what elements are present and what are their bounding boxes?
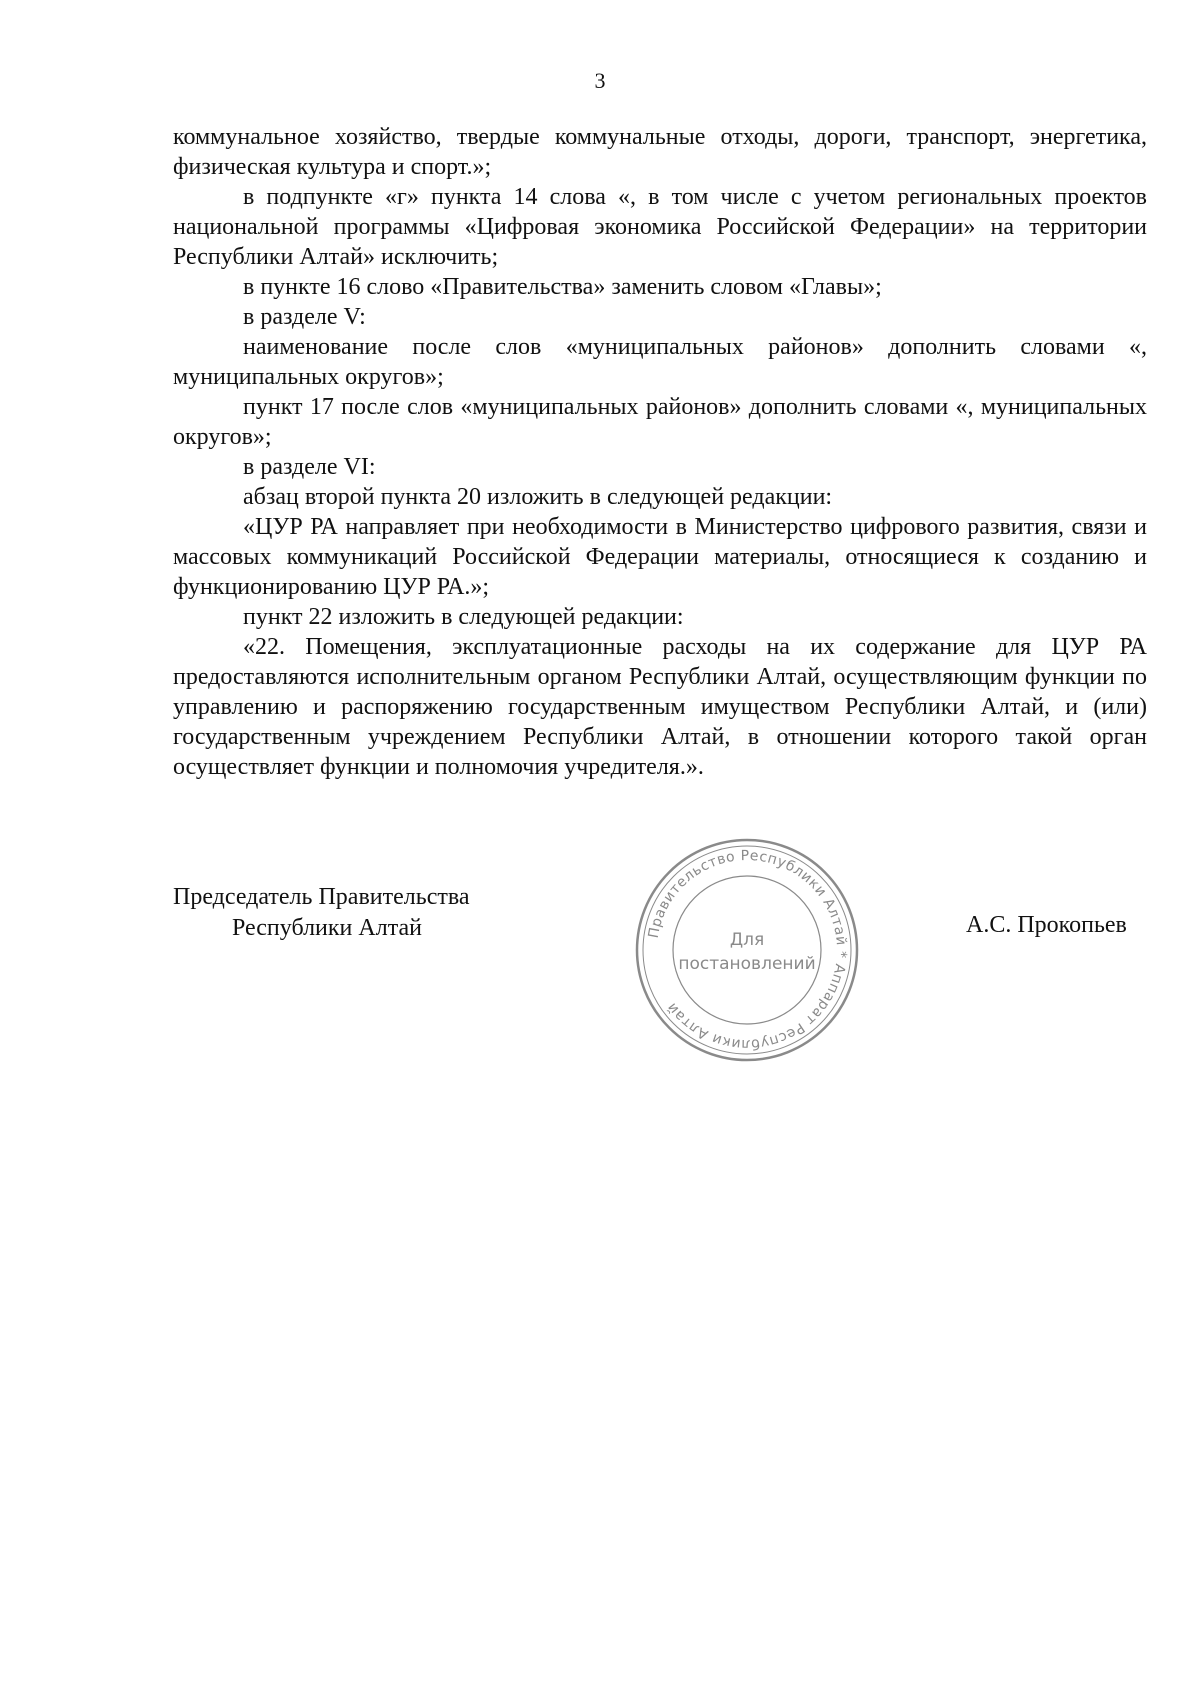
stamp-inner-ring [643, 846, 851, 1054]
stamp-center-ring [673, 876, 821, 1024]
paragraph: наименование после слов «муниципальных районов» дополнить словами «, муниципальных округов»; [173, 334, 1147, 390]
paragraph: в пункте 16 слово «Правительства» заменить словом «Главы»; [243, 274, 882, 300]
stamp-inner-line2: постановлений [678, 954, 816, 974]
paragraph: «ЦУР РА направляет при необходимости в Министерство цифрового развития, связи и массовых коммуникаций Российской Федерации материалы, относящиеся к созданию и функционированию ЦУР РА.»; [173, 514, 1147, 600]
stamp-outer-ring [637, 840, 857, 1060]
paragraph: абзац второй пункта 20 изложить в следующей редакции: [243, 484, 833, 510]
paragraph: «22. Помещения, эксплуатационные расходы на их содержание для ЦУР РА предоставляются исполнительным органом Республики Алтай, осуществляющим функции по управлению и распоряжению государственным имуществом Республики Алтай, и (или) государственным учреждением Республики Алтай, в отношении которого такой орган осуществляет функции и полномочия учредителя.». [173, 634, 1147, 780]
paragraph: коммунальное хозяйство, твердые коммунальные отходы, дороги, транспорт, энергетика, физическая культура и спорт.»; [173, 124, 1147, 180]
paragraph: в подпункте «г» пункта 14 слова «, в том числе с учетом региональных проектов национальной программы «Цифровая экономика Российской Федерации» на территории Республики Алтай» исключить; [173, 184, 1147, 270]
stamp-inner-line1: Для [729, 930, 765, 950]
signature-block [173, 882, 470, 944]
document-body [173, 122, 1147, 782]
page-number: 3 [594, 68, 606, 93]
paragraph: в разделе V: [243, 304, 366, 330]
official-stamp [632, 835, 862, 1065]
paragraph: пункт 17 после слов «муниципальных районов» дополнить словами «, муниципальных округов»; [173, 394, 1147, 450]
stamp-outer-textpath: Правительство Республики Алтай * Аппарат Республики Алтай [645, 847, 850, 1053]
paragraph: пункт 22 изложить в следующей редакции: [243, 604, 684, 630]
signatory-title-line1: Председатель Правительства [173, 884, 470, 910]
paragraph: в разделе VI: [243, 454, 376, 480]
signatory-name: А.С. Прокопьев [966, 912, 1127, 938]
signatory-title-line2: Республики Алтай [232, 915, 422, 941]
